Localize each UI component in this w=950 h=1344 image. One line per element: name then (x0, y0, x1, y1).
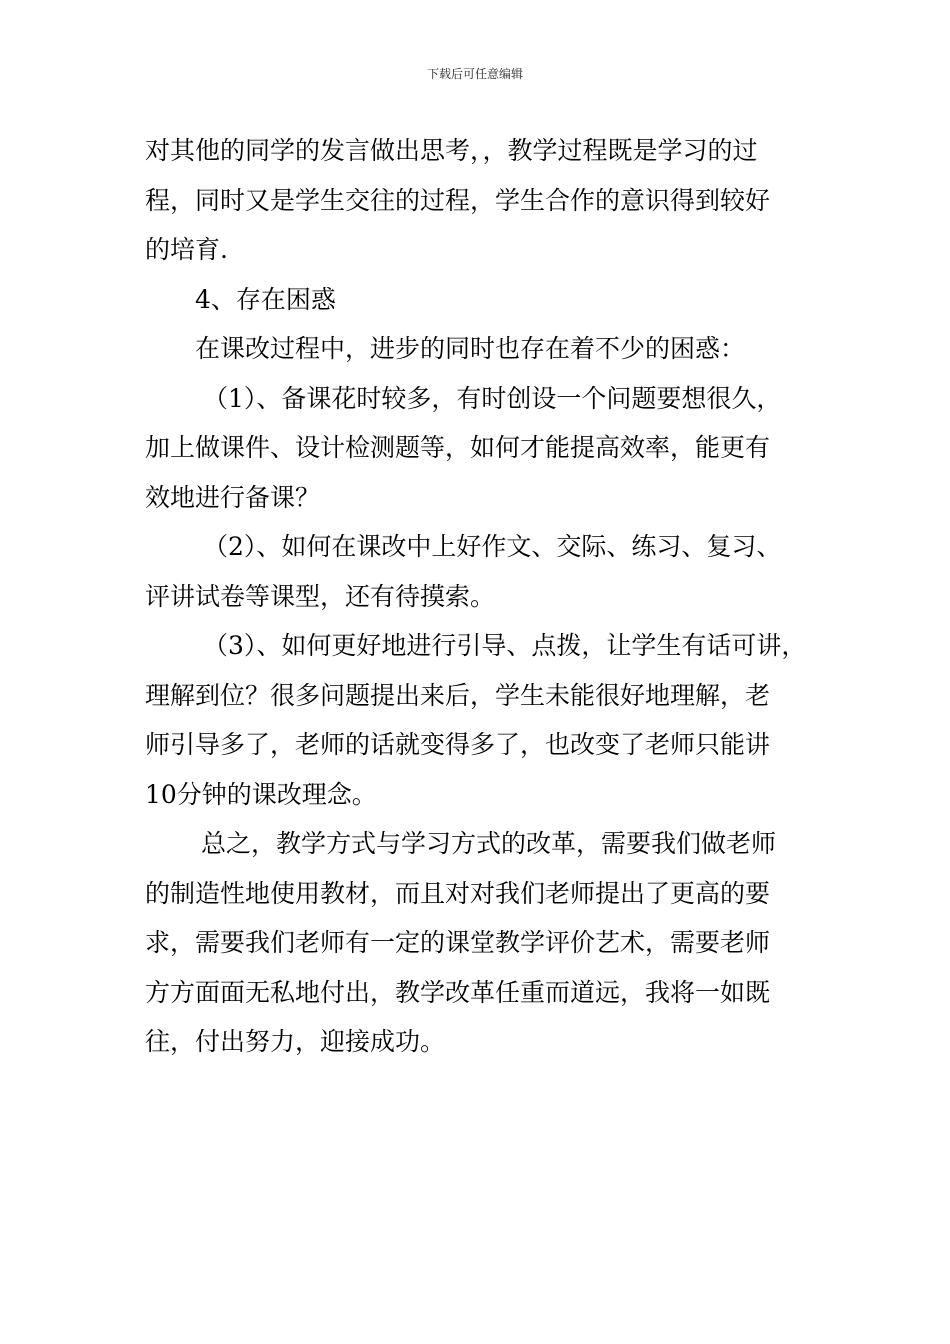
section-heading: 4、存在困惑 (195, 284, 336, 314)
paragraph-start: 总之，教学方式与学习方式的改革，需要我们做老师 (201, 829, 777, 858)
text-line: 对其他的同学的发言做出思考，，教学过程既是学习的过 (145, 136, 758, 165)
text-line: 往，付出努力，迎接成功。 (145, 1027, 446, 1056)
text-line: 在课改过程中，进步的同时也存在着不少的困惑： (195, 334, 746, 363)
text-line: 的培育. (145, 235, 228, 264)
text-line: 师引导多了，老师的话就变得多了，也改变了老师只能讲 (145, 730, 771, 759)
text-line: 程，同时又是学生交往的过程，学生合作的意识得到较好 (145, 185, 771, 215)
text-line: 10分钟的课改理念。 (145, 779, 377, 809)
text-line: 求，需要我们老师有一定的课堂教学评价艺术，需要老师 (145, 928, 771, 957)
list-item: （1）、备课花时较多，有时创设一个问题要想很久， (203, 383, 782, 413)
text-line: 评讲试卷等课型，还有待摸索。 (145, 581, 496, 611)
body-text (145, 126, 835, 1067)
text-line: 加上做课件、设计检测题等，如何才能提高效率，能更有 (145, 433, 771, 462)
text-line: 理解到位？很多问题提出来后，学生未能很好地理解，老 (145, 680, 771, 710)
page-header: 下载后可任意编辑 (426, 67, 523, 81)
text-line: 方方面面无私地付出，教学改革任重而道远，我将一如既 (145, 977, 771, 1007)
list-item: （3）、如何更好地进行引导、点拨，让学生有话可讲， (203, 631, 807, 660)
text-line: 效地进行备课？ (145, 482, 321, 512)
text-line: 的制造性地使用教材，而且对对我们老师提出了更高的要 (145, 878, 771, 908)
list-item: （2）、如何在课改中上好作文、交际、练习、复习、 (203, 532, 782, 561)
